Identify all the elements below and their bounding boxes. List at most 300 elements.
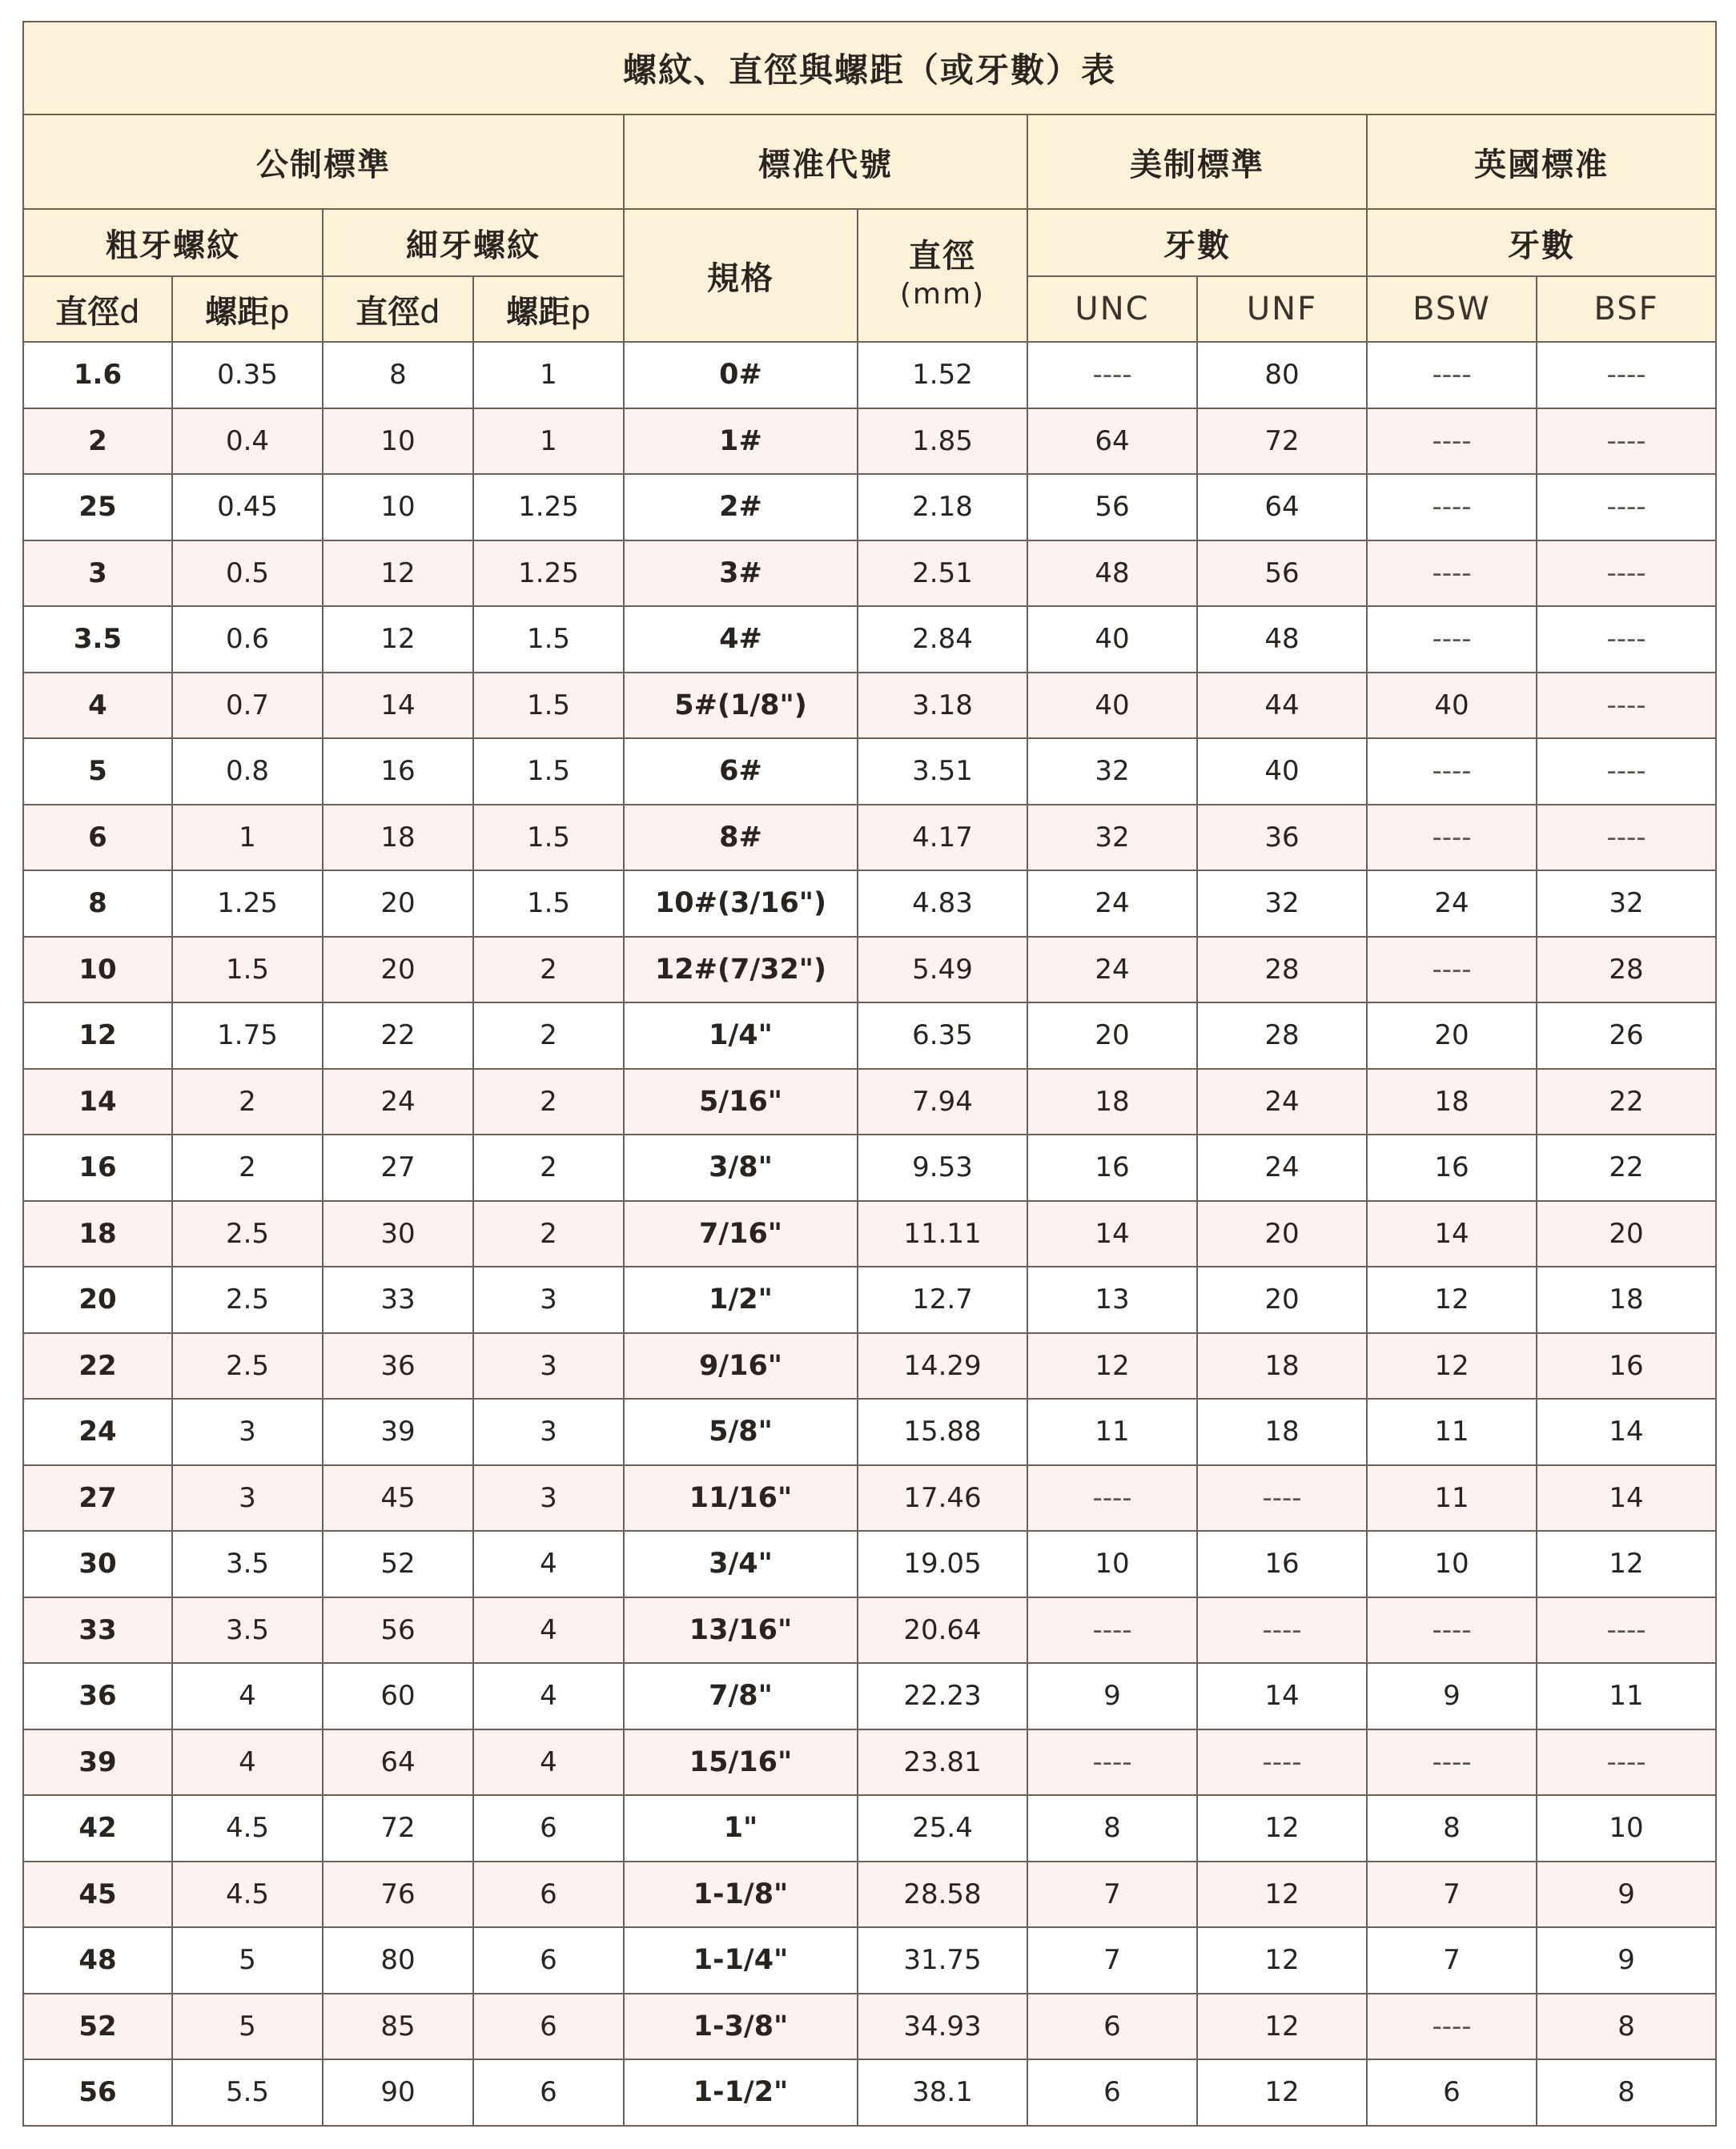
cell-diameter-mm: 17.46 — [858, 1465, 1027, 1532]
table-row — [23, 1069, 1716, 1135]
cell-coarse-diameter: 5 — [23, 738, 172, 805]
cell-coarse-diameter: 22 — [23, 1333, 172, 1400]
cell-coarse-pitch: 3 — [172, 1465, 323, 1532]
cell-bsw-tpi: ---- — [1367, 342, 1537, 408]
cell-bsw-tpi: ---- — [1367, 540, 1537, 607]
cell-diameter-mm: 20.64 — [858, 1597, 1027, 1664]
cell-unc-tpi: 40 — [1027, 673, 1197, 739]
cell-fine-pitch: 4 — [473, 1597, 624, 1664]
cell-spec: 5/8" — [624, 1399, 858, 1465]
cell-diameter-mm: 23.81 — [858, 1729, 1027, 1796]
cell-fine-diameter: 76 — [323, 1862, 473, 1928]
cell-bsf-tpi: 32 — [1537, 870, 1716, 937]
cell-bsf-tpi: 10 — [1537, 1795, 1716, 1862]
cell-coarse-pitch: 0.6 — [172, 606, 323, 673]
cell-coarse-pitch: 5.5 — [172, 2059, 323, 2126]
cell-diameter-mm: 2.84 — [858, 606, 1027, 673]
cell-coarse-pitch: 0.4 — [172, 408, 323, 475]
table-row — [23, 1597, 1716, 1664]
cell-coarse-pitch: 1.5 — [172, 937, 323, 1003]
cell-bsw-tpi: 8 — [1367, 1795, 1537, 1862]
column-header-spec: 規格 — [624, 209, 858, 342]
cell-bsw-tpi: 6 — [1367, 2059, 1537, 2126]
cell-unf-tpi: 64 — [1197, 474, 1367, 540]
cell-bsw-tpi: ---- — [1367, 937, 1537, 1003]
cell-coarse-diameter: 27 — [23, 1465, 172, 1532]
cell-bsf-tpi: 26 — [1537, 1002, 1716, 1069]
cell-bsw-tpi: ---- — [1367, 1597, 1537, 1664]
cell-spec: 1-1/8" — [624, 1862, 858, 1928]
cell-bsf-tpi: 20 — [1537, 1201, 1716, 1267]
cell-unf-tpi: 72 — [1197, 408, 1367, 475]
cell-fine-diameter: 36 — [323, 1333, 473, 1400]
cell-diameter-mm: 12.7 — [858, 1267, 1027, 1333]
cell-unf-tpi: 40 — [1197, 738, 1367, 805]
table-body — [23, 342, 1716, 2126]
cell-unc-tpi: ---- — [1027, 1465, 1197, 1532]
cell-coarse-diameter: 8 — [23, 870, 172, 937]
cell-coarse-pitch: 4 — [172, 1729, 323, 1796]
cell-diameter-mm: 9.53 — [858, 1135, 1027, 1201]
cell-bsw-tpi: ---- — [1367, 738, 1537, 805]
fine-pitch-label: 螺距 — [506, 293, 571, 331]
cell-bsf-tpi: ---- — [1537, 1729, 1716, 1796]
subgroup-uk-tpi: 牙數 — [1367, 209, 1716, 276]
cell-coarse-diameter: 52 — [23, 1994, 172, 2060]
table-row — [23, 1333, 1716, 1400]
cell-spec: 1-1/4" — [624, 1927, 858, 1994]
cell-bsf-tpi: 12 — [1537, 1531, 1716, 1597]
cell-unf-tpi: 12 — [1197, 1994, 1367, 2060]
cell-unf-tpi: 32 — [1197, 870, 1367, 937]
cell-fine-pitch: 2 — [473, 1002, 624, 1069]
cell-diameter-mm: 19.05 — [858, 1531, 1027, 1597]
cell-bsw-tpi: 20 — [1367, 1002, 1537, 1069]
table-row — [23, 2059, 1716, 2126]
cell-bsf-tpi: ---- — [1537, 738, 1716, 805]
thread-spec-table — [22, 21, 1717, 2127]
table-row — [23, 1135, 1716, 1201]
cell-fine-pitch: 6 — [473, 1927, 624, 1994]
column-header-bsw: BSW — [1367, 276, 1537, 342]
cell-bsf-tpi: 22 — [1537, 1069, 1716, 1135]
cell-unf-tpi: 24 — [1197, 1069, 1367, 1135]
cell-unc-tpi: 14 — [1027, 1201, 1197, 1267]
table-row — [23, 1267, 1716, 1333]
cell-unc-tpi: 9 — [1027, 1663, 1197, 1729]
table-row — [23, 1729, 1716, 1796]
cell-bsw-tpi: ---- — [1367, 805, 1537, 871]
cell-unc-tpi: 6 — [1027, 1994, 1197, 2060]
cell-unc-tpi: 13 — [1027, 1267, 1197, 1333]
cell-coarse-pitch: 4.5 — [172, 1862, 323, 1928]
cell-spec: 4# — [624, 606, 858, 673]
cell-fine-diameter: 16 — [323, 738, 473, 805]
cell-bsf-tpi: ---- — [1537, 408, 1716, 475]
cell-bsw-tpi: 11 — [1367, 1465, 1537, 1532]
table-row — [23, 870, 1716, 937]
cell-bsw-tpi: 12 — [1367, 1333, 1537, 1400]
column-header-coarse-pitch — [172, 276, 323, 342]
cell-spec: 13/16" — [624, 1597, 858, 1664]
cell-bsw-tpi: 9 — [1367, 1663, 1537, 1729]
cell-coarse-diameter: 24 — [23, 1399, 172, 1465]
cell-fine-pitch: 1.25 — [473, 474, 624, 540]
cell-coarse-pitch: 4.5 — [172, 1795, 323, 1862]
table-title: 螺紋、直徑與螺距（或牙數）表 — [23, 22, 1716, 114]
cell-fine-pitch: 4 — [473, 1663, 624, 1729]
cell-coarse-pitch: 1.25 — [172, 870, 323, 937]
thread-table-document — [22, 21, 1715, 2133]
cell-fine-diameter: 33 — [323, 1267, 473, 1333]
cell-coarse-pitch: 2 — [172, 1069, 323, 1135]
cell-bsw-tpi: 7 — [1367, 1862, 1537, 1928]
cell-fine-diameter: 22 — [323, 1002, 473, 1069]
cell-fine-pitch: 3 — [473, 1333, 624, 1400]
cell-fine-pitch: 1 — [473, 408, 624, 475]
cell-unf-tpi: ---- — [1197, 1729, 1367, 1796]
cell-diameter-mm: 5.49 — [858, 937, 1027, 1003]
cell-unf-tpi: 20 — [1197, 1267, 1367, 1333]
cell-unf-tpi: 44 — [1197, 673, 1367, 739]
cell-unc-tpi: 8 — [1027, 1795, 1197, 1862]
cell-bsw-tpi: ---- — [1367, 1729, 1537, 1796]
cell-fine-diameter: 90 — [323, 2059, 473, 2126]
cell-fine-diameter: 24 — [323, 1069, 473, 1135]
cell-spec: 0# — [624, 342, 858, 408]
cell-fine-pitch: 1.25 — [473, 540, 624, 607]
cell-diameter-mm: 38.1 — [858, 2059, 1027, 2126]
cell-unf-tpi: 20 — [1197, 1201, 1367, 1267]
cell-diameter-mm: 28.58 — [858, 1862, 1027, 1928]
cell-unf-tpi: 12 — [1197, 2059, 1367, 2126]
cell-coarse-diameter: 16 — [23, 1135, 172, 1201]
cell-fine-diameter: 39 — [323, 1399, 473, 1465]
cell-fine-diameter: 45 — [323, 1465, 473, 1532]
cell-coarse-pitch: 2.5 — [172, 1267, 323, 1333]
group-british-standard: 英國標准 — [1367, 114, 1716, 209]
cell-coarse-pitch: 5 — [172, 1927, 323, 1994]
cell-unf-tpi: 12 — [1197, 1862, 1367, 1928]
cell-unc-tpi: 7 — [1027, 1927, 1197, 1994]
cell-unc-tpi: 18 — [1027, 1069, 1197, 1135]
cell-unc-tpi: 64 — [1027, 408, 1197, 475]
cell-unc-tpi: 20 — [1027, 1002, 1197, 1069]
table-row — [23, 738, 1716, 805]
cell-unc-tpi: 56 — [1027, 474, 1197, 540]
column-header-fine-diameter — [323, 276, 473, 342]
cell-fine-diameter: 10 — [323, 408, 473, 475]
cell-fine-pitch: 6 — [473, 1862, 624, 1928]
cell-fine-diameter: 52 — [323, 1531, 473, 1597]
cell-unc-tpi: 7 — [1027, 1862, 1197, 1928]
cell-bsf-tpi: ---- — [1537, 342, 1716, 408]
cell-bsw-tpi: ---- — [1367, 474, 1537, 540]
cell-fine-diameter: 72 — [323, 1795, 473, 1862]
cell-coarse-pitch: 3 — [172, 1399, 323, 1465]
cell-fine-pitch: 2 — [473, 1069, 624, 1135]
table-row — [23, 1201, 1716, 1267]
cell-coarse-diameter: 36 — [23, 1663, 172, 1729]
cell-diameter-mm: 1.85 — [858, 408, 1027, 475]
cell-coarse-pitch: 0.8 — [172, 738, 323, 805]
cell-diameter-mm: 2.18 — [858, 474, 1027, 540]
cell-bsf-tpi: ---- — [1537, 1597, 1716, 1664]
cell-coarse-diameter: 18 — [23, 1201, 172, 1267]
subgroup-us-tpi: 牙數 — [1027, 209, 1367, 276]
cell-unc-tpi: 32 — [1027, 805, 1197, 871]
cell-bsf-tpi: 9 — [1537, 1927, 1716, 1994]
cell-fine-pitch: 1 — [473, 342, 624, 408]
cell-coarse-pitch: 2 — [172, 1135, 323, 1201]
diameter-label: 直徑 — [909, 238, 976, 275]
cell-diameter-mm: 3.18 — [858, 673, 1027, 739]
cell-bsf-tpi: 8 — [1537, 1994, 1716, 2060]
cell-fine-diameter: 14 — [323, 673, 473, 739]
cell-unf-tpi: ---- — [1197, 1465, 1367, 1532]
cell-fine-diameter: 20 — [323, 870, 473, 937]
cell-coarse-diameter: 25 — [23, 474, 172, 540]
cell-fine-pitch: 3 — [473, 1399, 624, 1465]
cell-fine-diameter: 85 — [323, 1994, 473, 2060]
cell-unf-tpi: 24 — [1197, 1135, 1367, 1201]
cell-unf-tpi: 12 — [1197, 1795, 1367, 1862]
cell-bsw-tpi: ---- — [1367, 408, 1537, 475]
table-row — [23, 408, 1716, 475]
cell-diameter-mm: 34.93 — [858, 1994, 1027, 2060]
cell-diameter-mm: 7.94 — [858, 1069, 1027, 1135]
cell-fine-diameter: 60 — [323, 1663, 473, 1729]
column-header-fine-pitch — [473, 276, 624, 342]
cell-fine-pitch: 1.5 — [473, 673, 624, 739]
cell-coarse-diameter: 30 — [23, 1531, 172, 1597]
cell-bsf-tpi: ---- — [1537, 673, 1716, 739]
cell-fine-diameter: 20 — [323, 937, 473, 1003]
table-row — [23, 1465, 1716, 1532]
cell-bsw-tpi: ---- — [1367, 606, 1537, 673]
cell-bsw-tpi: 12 — [1367, 1267, 1537, 1333]
cell-coarse-pitch: 5 — [172, 1994, 323, 2060]
cell-coarse-pitch: 0.7 — [172, 673, 323, 739]
cell-coarse-diameter: 48 — [23, 1927, 172, 1994]
cell-coarse-pitch: 3.5 — [172, 1597, 323, 1664]
table-row — [23, 1994, 1716, 2060]
cell-fine-pitch: 6 — [473, 2059, 624, 2126]
table-row — [23, 1663, 1716, 1729]
cell-spec: 1/4" — [624, 1002, 858, 1069]
cell-unf-tpi: 12 — [1197, 1927, 1367, 1994]
cell-fine-diameter: 64 — [323, 1729, 473, 1796]
cell-bsw-tpi: 24 — [1367, 870, 1537, 937]
cell-spec: 15/16" — [624, 1729, 858, 1796]
table-row — [23, 805, 1716, 871]
cell-bsf-tpi: 22 — [1537, 1135, 1716, 1201]
cell-coarse-pitch: 1 — [172, 805, 323, 871]
cell-bsf-tpi: 8 — [1537, 2059, 1716, 2126]
cell-diameter-mm: 1.52 — [858, 342, 1027, 408]
table-row — [23, 1927, 1716, 1994]
coarse-diameter-label: 直徑 — [55, 293, 120, 331]
cell-spec: 1-3/8" — [624, 1994, 858, 2060]
cell-fine-pitch: 2 — [473, 1201, 624, 1267]
cell-diameter-mm: 31.75 — [858, 1927, 1027, 1994]
cell-bsw-tpi: 11 — [1367, 1399, 1537, 1465]
cell-coarse-pitch: 0.45 — [172, 474, 323, 540]
cell-bsf-tpi: 14 — [1537, 1399, 1716, 1465]
cell-coarse-diameter: 1.6 — [23, 342, 172, 408]
cell-coarse-diameter: 20 — [23, 1267, 172, 1333]
cell-coarse-diameter: 12 — [23, 1002, 172, 1069]
subgroup-coarse-thread: 粗牙螺紋 — [23, 209, 323, 276]
cell-fine-pitch: 1.5 — [473, 606, 624, 673]
cell-fine-pitch: 4 — [473, 1729, 624, 1796]
cell-unf-tpi: 16 — [1197, 1531, 1367, 1597]
table-row — [23, 606, 1716, 673]
cell-coarse-diameter: 45 — [23, 1862, 172, 1928]
cell-coarse-diameter: 2 — [23, 408, 172, 475]
cell-fine-diameter: 80 — [323, 1927, 473, 1994]
table-row — [23, 1002, 1716, 1069]
cell-fine-pitch: 4 — [473, 1531, 624, 1597]
cell-diameter-mm: 4.17 — [858, 805, 1027, 871]
table-row — [23, 474, 1716, 540]
cell-diameter-mm: 2.51 — [858, 540, 1027, 607]
cell-fine-diameter: 10 — [323, 474, 473, 540]
table-row — [23, 1531, 1716, 1597]
cell-unf-tpi: 14 — [1197, 1663, 1367, 1729]
cell-fine-pitch: 2 — [473, 1135, 624, 1201]
cell-unf-tpi: 48 — [1197, 606, 1367, 673]
cell-fine-pitch: 2 — [473, 937, 624, 1003]
cell-spec: 11/16" — [624, 1465, 858, 1532]
column-header-bsf: BSF — [1537, 276, 1716, 342]
cell-spec: 7/16" — [624, 1201, 858, 1267]
cell-spec: 12#(7/32") — [624, 937, 858, 1003]
cell-bsw-tpi: 40 — [1367, 673, 1537, 739]
cell-fine-pitch: 6 — [473, 1795, 624, 1862]
cell-fine-diameter: 18 — [323, 805, 473, 871]
group-standard-code: 標准代號 — [624, 114, 1027, 209]
cell-diameter-mm: 11.11 — [858, 1201, 1027, 1267]
cell-unf-tpi: 18 — [1197, 1399, 1367, 1465]
cell-diameter-mm: 15.88 — [858, 1399, 1027, 1465]
cell-spec: 1# — [624, 408, 858, 475]
cell-coarse-pitch: 4 — [172, 1663, 323, 1729]
cell-unc-tpi: ---- — [1027, 1597, 1197, 1664]
cell-unf-tpi: 28 — [1197, 937, 1367, 1003]
fine-diameter-symbol: d — [420, 293, 440, 331]
table-row — [23, 1399, 1716, 1465]
cell-fine-pitch: 6 — [473, 1994, 624, 2060]
coarse-pitch-label: 螺距 — [205, 293, 270, 331]
cell-coarse-diameter: 33 — [23, 1597, 172, 1664]
cell-coarse-diameter: 6 — [23, 805, 172, 871]
cell-fine-pitch: 3 — [473, 1267, 624, 1333]
cell-fine-diameter: 12 — [323, 606, 473, 673]
cell-spec: 3/4" — [624, 1531, 858, 1597]
cell-coarse-pitch: 0.5 — [172, 540, 323, 607]
cell-diameter-mm: 14.29 — [858, 1333, 1027, 1400]
cell-spec: 1-1/2" — [624, 2059, 858, 2126]
cell-spec: 7/8" — [624, 1663, 858, 1729]
cell-bsw-tpi: ---- — [1367, 1994, 1537, 2060]
cell-spec: 6# — [624, 738, 858, 805]
fine-pitch-symbol: p — [570, 293, 591, 331]
cell-fine-diameter: 56 — [323, 1597, 473, 1664]
cell-bsf-tpi: 11 — [1537, 1663, 1716, 1729]
cell-fine-diameter: 30 — [323, 1201, 473, 1267]
cell-coarse-diameter: 14 — [23, 1069, 172, 1135]
diameter-unit: (mm) — [899, 278, 986, 311]
cell-coarse-pitch: 3.5 — [172, 1531, 323, 1597]
cell-unf-tpi: 80 — [1197, 342, 1367, 408]
cell-unc-tpi: 12 — [1027, 1333, 1197, 1400]
cell-unc-tpi: 11 — [1027, 1399, 1197, 1465]
cell-bsf-tpi: 16 — [1537, 1333, 1716, 1400]
group-american-standard: 美制標準 — [1027, 114, 1367, 209]
cell-fine-pitch: 3 — [473, 1465, 624, 1532]
table-row — [23, 1795, 1716, 1862]
cell-fine-diameter: 8 — [323, 342, 473, 408]
group-metric-standard: 公制標準 — [23, 114, 624, 209]
fine-diameter-label: 直徑 — [356, 293, 420, 331]
cell-diameter-mm: 22.23 — [858, 1663, 1027, 1729]
cell-spec: 3# — [624, 540, 858, 607]
cell-coarse-diameter: 3 — [23, 540, 172, 607]
cell-unc-tpi: 40 — [1027, 606, 1197, 673]
cell-coarse-diameter: 3.5 — [23, 606, 172, 673]
cell-spec: 1" — [624, 1795, 858, 1862]
cell-diameter-mm: 4.83 — [858, 870, 1027, 937]
cell-coarse-diameter: 10 — [23, 937, 172, 1003]
cell-fine-pitch: 1.5 — [473, 805, 624, 871]
cell-spec: 5/16" — [624, 1069, 858, 1135]
cell-spec: 9/16" — [624, 1333, 858, 1400]
cell-bsw-tpi: 7 — [1367, 1927, 1537, 1994]
cell-bsf-tpi: 9 — [1537, 1862, 1716, 1928]
cell-unc-tpi: 24 — [1027, 870, 1197, 937]
cell-bsf-tpi: ---- — [1537, 805, 1716, 871]
table-row — [23, 1862, 1716, 1928]
cell-unc-tpi: ---- — [1027, 1729, 1197, 1796]
cell-bsf-tpi: 18 — [1537, 1267, 1716, 1333]
cell-spec: 8# — [624, 805, 858, 871]
column-header-diameter-mm — [858, 209, 1027, 342]
cell-spec: 5#(1/8") — [624, 673, 858, 739]
cell-unc-tpi: 16 — [1027, 1135, 1197, 1201]
cell-coarse-pitch: 0.35 — [172, 342, 323, 408]
cell-spec: 10#(3/16") — [624, 870, 858, 937]
cell-spec: 2# — [624, 474, 858, 540]
cell-unc-tpi: 6 — [1027, 2059, 1197, 2126]
table-row — [23, 937, 1716, 1003]
table-row — [23, 540, 1716, 607]
cell-coarse-diameter: 4 — [23, 673, 172, 739]
cell-bsw-tpi: 14 — [1367, 1201, 1537, 1267]
cell-fine-diameter: 12 — [323, 540, 473, 607]
cell-unc-tpi: 32 — [1027, 738, 1197, 805]
cell-bsw-tpi: 10 — [1367, 1531, 1537, 1597]
column-header-unf: UNF — [1197, 276, 1367, 342]
cell-bsf-tpi: ---- — [1537, 606, 1716, 673]
cell-fine-diameter: 27 — [323, 1135, 473, 1201]
cell-unf-tpi: 36 — [1197, 805, 1367, 871]
table-row — [23, 342, 1716, 408]
cell-spec: 3/8" — [624, 1135, 858, 1201]
cell-unf-tpi: ---- — [1197, 1597, 1367, 1664]
cell-coarse-diameter: 42 — [23, 1795, 172, 1862]
cell-unc-tpi: 48 — [1027, 540, 1197, 607]
